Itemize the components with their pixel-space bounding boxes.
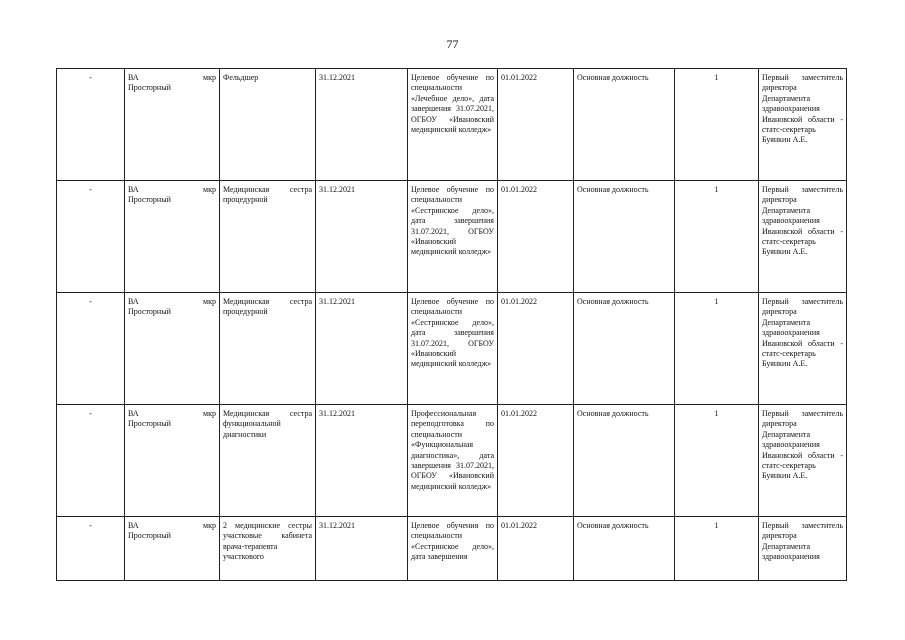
responsible-text: Первый заместитель директора Департамента здравоохранения xyxy=(762,521,843,562)
employment-cell xyxy=(574,405,675,517)
employment-cell xyxy=(574,293,675,405)
place-cell xyxy=(125,405,220,517)
requirements-text: Профессиональная переподготовка по специальности «Функциональная диагностика», дата завершения 31.07.2021, ОГБОУ «Ивановский медицинский колледж» xyxy=(411,409,494,491)
table-row xyxy=(57,517,847,581)
place-cell xyxy=(125,517,220,581)
start-date-text: 01.01.2022 xyxy=(501,409,537,418)
place-type: мкр xyxy=(203,297,216,306)
place-type: мкр xyxy=(203,185,216,194)
start-date-cell xyxy=(498,405,574,517)
position-cell xyxy=(220,517,316,581)
row-number: - xyxy=(89,185,92,194)
start-date-text: 01.01.2022 xyxy=(501,185,537,194)
date-cell xyxy=(316,517,408,581)
place-line xyxy=(128,185,216,195)
place-type: мкр xyxy=(203,409,216,418)
place-code: ВА xyxy=(128,297,139,306)
start-date-cell xyxy=(498,181,574,293)
requirements-cell xyxy=(408,517,498,581)
date-text: 31.12.2021 xyxy=(319,185,355,194)
table-row xyxy=(57,405,847,517)
date-cell xyxy=(316,69,408,181)
row-number: - xyxy=(89,297,92,306)
start-date-cell xyxy=(498,69,574,181)
responsible-text: Первый заместитель директора Департамента здравоохранения Ивановской области - статс-секретарь Буянкин А.Е. xyxy=(762,73,843,145)
requirements-cell xyxy=(408,405,498,517)
start-date-text: 01.01.2022 xyxy=(501,297,537,306)
place-name: Просторный xyxy=(128,531,171,541)
requirements-cell xyxy=(408,293,498,405)
responsible-text: Первый заместитель директора Департамента здравоохранения Ивановской области - статс-секретарь Буянкин А.Е. xyxy=(762,185,843,257)
position-text: Медицинская сестра процедурной xyxy=(223,297,312,317)
place-cell xyxy=(125,69,220,181)
quantity-text: 1 xyxy=(714,297,719,306)
position-cell xyxy=(220,405,316,517)
employment-text: Основная должность xyxy=(577,73,649,82)
position-text: Медицинская сестра процедурной xyxy=(223,185,312,205)
quantity-text: 1 xyxy=(714,73,719,82)
table-row xyxy=(57,69,847,181)
requirements-cell xyxy=(408,181,498,293)
quantity-cell xyxy=(675,181,759,293)
place-name: Просторный xyxy=(128,195,171,205)
responsible-cell xyxy=(759,69,847,181)
row-number-cell xyxy=(57,405,125,517)
row-number: - xyxy=(89,409,92,418)
date-text: 31.12.2021 xyxy=(319,521,355,530)
row-number-cell xyxy=(57,517,125,581)
position-text: 2 медицинские сестры участковые кабинета врача-терапевта участкового xyxy=(223,521,312,562)
place-line xyxy=(128,73,216,83)
start-date-text: 01.01.2022 xyxy=(501,521,537,530)
place-line xyxy=(128,297,216,307)
employment-text: Основная должность xyxy=(577,297,649,306)
row-number-cell xyxy=(57,181,125,293)
employment-cell xyxy=(574,69,675,181)
place-code: ВА xyxy=(128,185,139,194)
responsible-cell xyxy=(759,517,847,581)
row-number: - xyxy=(89,521,92,530)
position-cell xyxy=(220,293,316,405)
row-number-cell xyxy=(57,293,125,405)
responsible-text: Первый заместитель директора Департамента здравоохранения Ивановской области - статс-секретарь Буянкин А.Е. xyxy=(762,409,843,481)
start-date-text: 01.01.2022 xyxy=(501,73,537,82)
quantity-cell xyxy=(675,517,759,581)
row-number-cell xyxy=(57,69,125,181)
position-text: Медицинская сестра функциональной диагностики xyxy=(223,409,312,439)
employment-text: Основная должность xyxy=(577,409,649,418)
place-type: мкр xyxy=(203,73,216,82)
quantity-text: 1 xyxy=(714,409,719,418)
positions-table xyxy=(56,68,847,581)
date-cell xyxy=(316,405,408,517)
start-date-cell xyxy=(498,517,574,581)
date-cell xyxy=(316,181,408,293)
responsible-cell xyxy=(759,405,847,517)
position-cell xyxy=(220,181,316,293)
date-text: 31.12.2021 xyxy=(319,297,355,306)
place-cell xyxy=(125,293,220,405)
place-name: Просторный xyxy=(128,307,171,317)
responsible-cell xyxy=(759,293,847,405)
place-type: мкр xyxy=(203,521,216,530)
quantity-cell xyxy=(675,69,759,181)
place-code: ВА xyxy=(128,73,139,82)
place-line xyxy=(128,409,216,419)
place-name: Просторный xyxy=(128,83,171,93)
place-code: ВА xyxy=(128,409,139,418)
requirements-text: Целевое обучение по специальности «Лечебное дело», дата завершения 31.07.2021, ОГБОУ «Ивановский медицинский колледж» xyxy=(411,73,494,135)
position-cell xyxy=(220,69,316,181)
requirements-text: Целевое обучение по специальности «Сестринское дело», дата завершения 31.07.2021, ОГБОУ «Ивановский медицинский колледж» xyxy=(411,297,494,369)
table-row xyxy=(57,293,847,405)
requirements-text: Целевое обучение по специальности «Сестринское дело», дата завершения 31.07.2021, ОГБОУ «Ивановский медицинский колледж» xyxy=(411,185,494,257)
quantity-text: 1 xyxy=(714,521,719,530)
quantity-cell xyxy=(675,293,759,405)
start-date-cell xyxy=(498,293,574,405)
page-number: 77 xyxy=(446,37,459,51)
employment-cell xyxy=(574,517,675,581)
requirements-cell xyxy=(408,69,498,181)
employment-text: Основная должность xyxy=(577,521,649,530)
table-row xyxy=(57,181,847,293)
date-text: 31.12.2021 xyxy=(319,73,355,82)
quantity-cell xyxy=(675,405,759,517)
row-number: - xyxy=(89,73,92,82)
requirements-text: Целевое обучения по специальности «Сестринское дело», дата завершения xyxy=(411,521,494,562)
place-cell xyxy=(125,181,220,293)
employment-text: Основная должность xyxy=(577,185,649,194)
employment-cell xyxy=(574,181,675,293)
table-body xyxy=(57,69,847,581)
place-code: ВА xyxy=(128,521,139,530)
position-text: Фельдшер xyxy=(223,73,259,82)
date-cell xyxy=(316,293,408,405)
responsible-text: Первый заместитель директора Департамента здравоохранения Ивановской области - статс-секретарь Буянкин А.Е. xyxy=(762,297,843,369)
date-text: 31.12.2021 xyxy=(319,409,355,418)
responsible-cell xyxy=(759,181,847,293)
place-name: Просторный xyxy=(128,419,171,429)
quantity-text: 1 xyxy=(714,185,719,194)
place-line xyxy=(128,521,216,531)
